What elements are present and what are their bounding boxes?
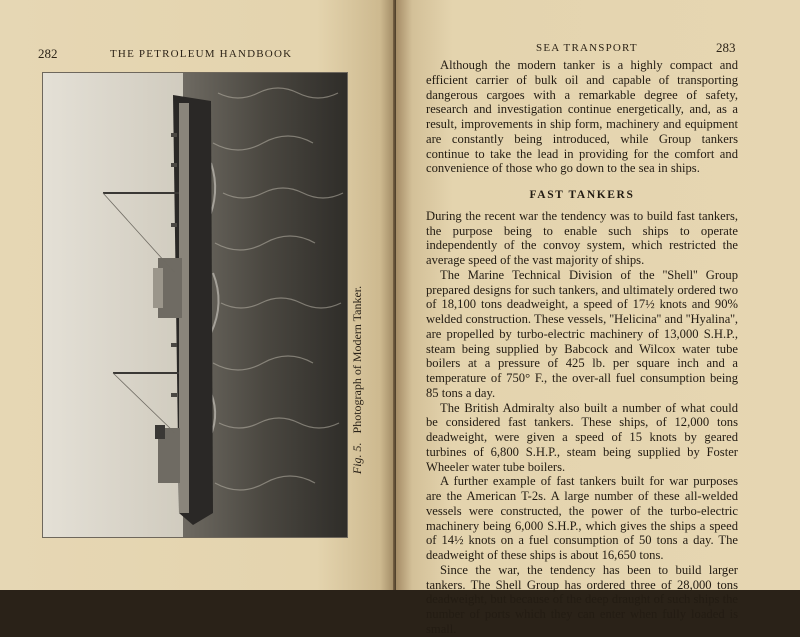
page-number-left: 282 bbox=[38, 46, 58, 61]
ship-illustration bbox=[43, 73, 347, 537]
figure-caption bbox=[350, 190, 368, 570]
running-head-left: THE PETROLEUM HANDBOOK bbox=[110, 48, 293, 60]
page-number-right: 283 bbox=[716, 40, 736, 55]
body-text bbox=[426, 58, 738, 637]
tanker-photograph bbox=[42, 72, 348, 538]
paragraph: The British Admiralty also built a number of what could be considered fast tankers. These ships, of 12,000 tons deadweight, were given a speed of 15 knots by geared turbines of 6,800 S.H.P., steam being supplied by Foster Wheeler water tube boilers. bbox=[426, 400, 738, 474]
intro-paragraph: Although the modern tanker is a highly compact and efficient carrier of bulk oil and capable of transporting dangerous cargoes with a remarkable degree of safety, research and investigation continue energetically, and, as a result, improvements in ship form, machinery and equipment are constantly being introduced, while Group tankers continue to take the lead in providing for the comfort and convenience of those who go down to the sea in ships. bbox=[426, 58, 738, 176]
left-page bbox=[0, 0, 396, 590]
paragraph: Since the war, the tendency has been to build larger tankers. The Shell Group has ordered three of 28,000 tons deadweight, but because of the deep draught of such ships the number of ports which they can enter when fully loaded is small. bbox=[426, 562, 738, 636]
paragraph: A further example of fast tankers built for war purposes are the American T-2s. A large number of these all-welded vessels were constructed, the power of the turbo-electric machinery being 6,000 S.H.P., which gives the ships a speed of 14½ knots on a fuel consumption of 50 tons a day. The deadweight of these ships is about 16,650 tons. bbox=[426, 474, 738, 562]
figure-caption-text: Photograph of Modern Tanker. bbox=[350, 285, 364, 434]
paragraph: During the recent war the tendency was to build fast tankers, the purpose being to enable such ships to operate independently of the convoy system, which restricted the average speed of the vast majority of ships. bbox=[426, 208, 738, 267]
section-heading: FAST TANKERS bbox=[529, 189, 635, 201]
paragraph: The Marine Technical Division of the ''Shell'' Group prepared designs for such tankers, and ultimately ordered two of 18,100 tons deadweight, a speed of 17½ knots and 90% welded construction. These vessels, ''Helicina'' and ''Hyalina'', are propelled by turbo-electric machinery of 13,000 S.H.P., steam being supplied by Babcock and Wilcox water tube boilers at a pressure of 425 lb. per square inch and a temperature of 750° F., the over-all fuel consumption being 85 tons a day. bbox=[426, 267, 738, 400]
figure-number: Fig. 5. bbox=[350, 442, 364, 475]
running-head-right: SEA TRANSPORT bbox=[536, 42, 638, 54]
